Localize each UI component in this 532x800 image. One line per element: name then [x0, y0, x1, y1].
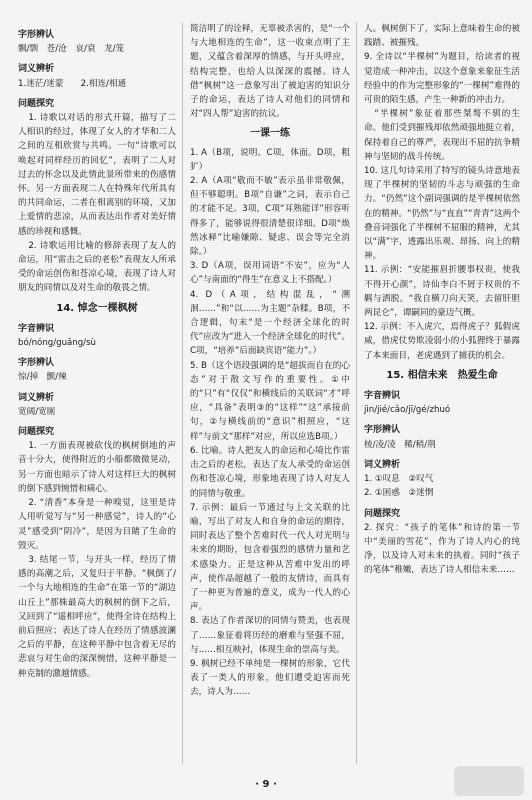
column-divider	[356, 22, 357, 764]
section-heading: 字形辨认	[364, 425, 401, 436]
middle-column	[190, 22, 350, 766]
answer-paragraph: 1. 一方面表现被砍伐的枫树倒地的声音十分大，使得附近的小船都微微晃动，另一方面也暗示了诗人对这样巨大的枫树的倒下感到惋惜和痛心。	[18, 441, 176, 494]
right-column	[364, 22, 520, 766]
answer-paragraph: 9. 全诗以“半棵树”为题目，给读者的视觉造成一种冲击，以这个意象来象征生活经验中的作为完整形象的“一棵树”难得的可贵的陌生感，产生一种新的冲击力。	[364, 52, 520, 106]
answer-paragraph: 10. 这几句诗采用了特写的镜头诗意地表现了半棵树的坚韧的斗志与顽强的生命力。“仍然”这个副词强调的是半棵树依然在的精神。“仍然”与“直直”“青青”这两个叠音词强化了半棵树不屈服的精神，尤其以“满”字，透露出乐观、昂扬、向上的精神。	[364, 166, 520, 262]
section-heading: 问题探究	[364, 508, 401, 519]
answer-row	[364, 486, 520, 500]
answer-paragraph: 11. 示例：“安能摧眉折腰事权贵，使我不得开心颜”，诗仙李白不屑于权贵的不羁与洒脱。“我自横刀向天笑，去留肝胆两昆仑”，谭嗣同的豪迈气概。	[364, 265, 520, 319]
answer-paragraph: 3. D（A项，误用词语“不安”，应为“人心”与南面的“得生”在意义上不搭配。）	[190, 261, 350, 286]
answer-paragraph: 12. 示例：不入虎穴，焉得虎子？狐假虎威，借虎仗势欺凌弱小的小狐狸终于暴露了本来面目，老虎遇到了捕获的机会。	[364, 322, 520, 361]
answer-text: 2. ①困惑 ②迷惘	[364, 488, 434, 499]
answer-paragraph: 8. 表达了作者深切的同情与赞美，也表现了……象征着将历经的磨难与坚强不屈，与……相互映衬，体现生命的崇高与美。	[190, 616, 350, 655]
section-heading: 问题探究	[18, 427, 55, 438]
answer-paragraph: 2. 诗歌运用比喻的修辞表现了友人的命运，用“雷击之后的老松”表现友人所承受的命运创伤和苍凉心境，表现了诗人对朋友的同情以及对生命的敬畏之情。	[18, 240, 176, 294]
answer-paragraph: 9. 枫树已经不单纯是一棵树的形象，它代表了一类人的形象，他们遭受迫害而死去，诗人为……	[190, 658, 350, 698]
answer-paragraph: 4. D（A项，结构混乱，“溯洄……”和“以……为主题”杂糅。B项，不合逻辑，句末“是一个经济全球化的时代”应改为“进入一个经济全球化的时代”。C项，“培养”后面缺宾语“能力”。）	[190, 289, 350, 357]
answer-row	[364, 472, 520, 486]
left-column	[18, 22, 176, 766]
answer-text: 棱/凌/凌 稀/稍/荆	[364, 439, 436, 450]
lesson-title: 15. 相信未来 热爱生命	[386, 369, 498, 381]
answer-paragraph: “半棵树”象征着那些桀骜不驯的生命。他们受到摧残却依然顽强地挺立着，保持着自己的尊严，表现出不屈的抗争精神与坚韧的战斗传统。	[364, 109, 520, 162]
answer-paragraph: 2. “清香”本身是一种嗅觉，这里是诗人用听觉写与“另一种感觉”，诗人的“心灵”感受到“阴冷”，是因为目睹了生命的毁灭。	[18, 498, 176, 551]
section-heading: 字音辨识	[18, 323, 55, 334]
answer-text: 1.迷茫/迷蒙 2.相连/相通	[18, 78, 127, 89]
answer-paragraph: 1. A（B项，说明。C项，体面。D项，粗犷）	[190, 147, 350, 172]
answer-paragraph: 1. 诗歌以对话的形式开篇，描写了二人相识的经过，体现了女人的才华和二人之间的互相欣赏与共鸣。一句“诗歌可以唤起对同样经历的回忆”，表明了二人对过去的怀念以及此情此景所带来的伤感情怀。另一方面表现二人在特殊年代所具有的共同命运，二者在相离别的环境，又加上爱情的悲凉，从而表达出作者对美好情感的珍视和感慨。	[18, 113, 176, 237]
answer-text: 惊/掉 颤/辣	[18, 372, 67, 383]
section-heading: 字形辨认	[18, 358, 55, 369]
answer-text: 宽阔/宽厕	[18, 406, 56, 417]
answer-paragraph: 2. A（A项“敬而不敏”表示虽非常敬佩，但不够聪明。B项“自谦”之词，表示自己的才能不足。3项，C项“耳熟能详”形容听得多了，能够说得很清楚很详细。D项“焕然冰释”比喻嫌隙、疑虑、误会等完全消除。）	[190, 176, 350, 258]
answer-text: 1. ①叹息 ②叹气	[364, 474, 434, 485]
section-heading: 词义辨析	[364, 459, 401, 470]
section-heading: 词义辨析	[18, 392, 55, 403]
section-heading: 问题探究	[18, 98, 55, 109]
watermark-logo	[454, 766, 524, 796]
lesson-title: 14. 悼念一棵枫树	[56, 302, 138, 314]
answer-text: bó/nóng/guǎng/sù	[18, 338, 96, 349]
page-number: · 9 ·	[255, 779, 277, 790]
answer-paragraph: 2. 探究：“孩子的笔体”和诗的第一节中“美丽的雪花”，作为了诗人内心的纯净，以及诗人对未来的执着。同时“孩子的笔体”稚嫩，表达了诗人相信未来……	[364, 522, 520, 576]
answer-paragraph: 简洁明了的诠释，无辜被杀害的，是“一个与大地相连的生命”，这一收束点明了主题，又蕴含着深厚的情感，与开头呼应，结构完整，也给人以深深的震撼。诗人借“枫树”这一意象写出了被迫害的知识分子的命运，表达了诗人对他们的同情和对“四人帮”迫害的抗议。	[190, 24, 350, 120]
column-divider	[182, 22, 183, 764]
answer-text: jìn/jié/cǎo/jī/gé/zhuó	[364, 405, 451, 416]
answer-paragraph: 人。枫树倒下了，实际上意味着生命的被践踏、被摧残。	[364, 24, 520, 49]
section-heading: 字形辨认	[18, 30, 55, 40]
lesson-title: 一课一练	[250, 128, 290, 140]
answer-paragraph: 5. B（这个语段强调的是“超拔而自在的心态”对于散文写作的重要性。①中的“只”有“仅仅”和横线后的关联词“才”呼应，“具备”表明③的“这样”“这”承接前句，②与横线前的“意识”相照应，“这样”与前文“那样”对应，所以应选B项。）	[190, 360, 350, 442]
answer-text: 飘/剽 苍/沧 哀/衰 龙/笼	[18, 44, 125, 55]
answer-paragraph: 7. 示例：最后一节通过与上文关联的比喻，写出了对友人和自身的命运的期待，同时表达了整个苦难时代一代人对光明与未来的期盼，包含着强烈的感情力量和艺术感染力。正是这种从苦难中发出的呼声，使作品超越了一般的友情诗，而具有了一种更为普遍的意义，成为一代人的心声。	[190, 502, 350, 613]
section-heading: 字音辨识	[364, 391, 401, 402]
answer-paragraph: 3. 结尾一节，与开头一样，经历了情感的高潮之后，又复归于平静。“枫倒了/一个与大地相连的生命”在第一节的“湖边山丘上”那株最高大的枫树的倒下之后，又回到了“遥相呼应”，使得全诗在结构上前后照应；表达了诗人在经历了情感波澜之后的平静，在这种平静中包含着无尽的悲哀与对生命的深深惋惜，这种平静是一种克制的激越情感。	[18, 554, 176, 679]
answer-paragraph: 6. 比喻。诗人把友人的命运和心境比作雷击之后的老松，表达了友人承受的命运创伤和苍凉心境，形象地表现了诗人对友人的同情与敬重。	[190, 445, 350, 499]
section-heading: 词义辨析	[18, 64, 55, 75]
